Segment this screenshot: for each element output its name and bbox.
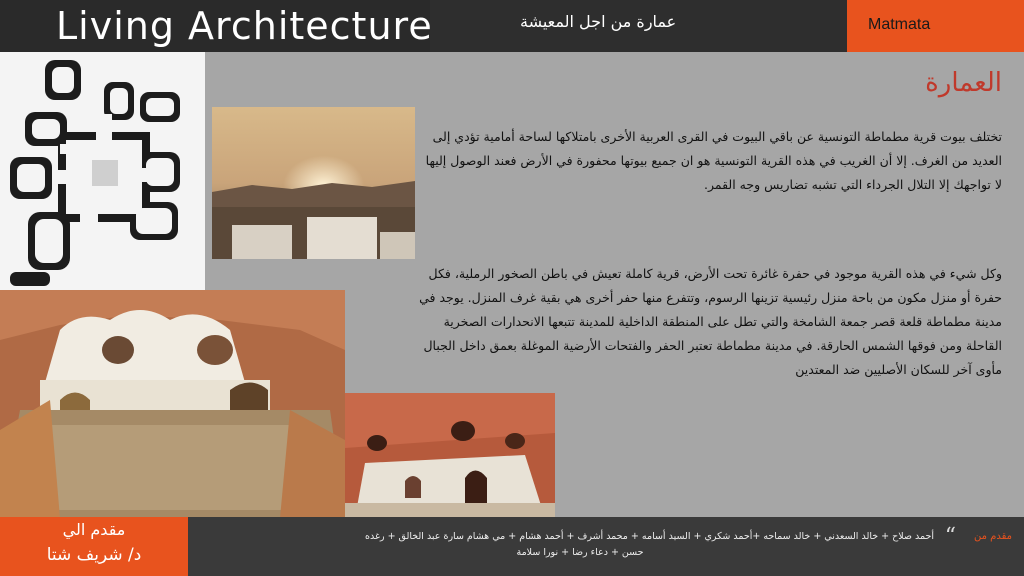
presented-to-label: مقدم الي [62,520,126,539]
place-label: Matmata [868,16,931,33]
paragraph-1: تختلف بيوت قرية مطماطة التونسية عن باقي البيوت في القرى العربية الأخرى بامتلاكها لساحة أمامية تؤدي إلى العديد من الغرف. إلا أن الغريب في هذه القرية التونسية هو ان جميع بيوتها محفورة في الأرض فعند الوصول إليها لا تواجهك إلا التلال الجرداء التي تشبه تضاريس وجه القمر. [425,129,1002,192]
credits-line-1: أحمد صلاح + خالد السعدني + خالد سماحه +أحمد شكري + السيد أسامه + محمد أشرف + أحمد هشام + مي هشام سارة عبد الخالق + رغده [365,531,934,542]
underground-courtyard-image [0,290,345,518]
floorplan-image [0,52,205,290]
paragraph-2: وكل شيء في هذه القرية موجود في حفرة غائرة تحت الأرض، قرية كاملة تعيش في باطن الصخور الرملية، فكل حفرة أو منزل مكون من باحة منزل رئيسية تزينها الرسوم، وتتفرع منها حفر أخرى هي بقية غرف المنزل. يوجد في مدينة مطماطة قلعة قصر جمعة الشامخة والتي تطل على المنطقة الداخلية للمدينة تتبعها الانحدارات الصخرية القاحلة ومن فوقها الشمس الحارقة. في مدينة مطماطة تعتبر الحفر والفتحات الأرضية الموغلة بعمق داخل الجبال مأوى آخر للسكان الأصليين ضد المعتدين [419,266,1002,377]
credits-line-2: حسن + دعاء رضا + نورا سلامة [516,547,644,558]
slide-title: Living Architecture [56,4,433,48]
section-title: العمارة [925,68,1002,98]
cave-rooms-image [345,393,555,518]
sunset-village-image [212,107,415,259]
slide-arabic-title: عمارة من اجل المعيشة [520,12,677,31]
header-divider [835,0,847,56]
presenter-name: د/ شريف شتا [46,545,142,565]
credits-label: مقدم من [973,531,1012,542]
quote-mark-icon: “ [944,524,956,549]
